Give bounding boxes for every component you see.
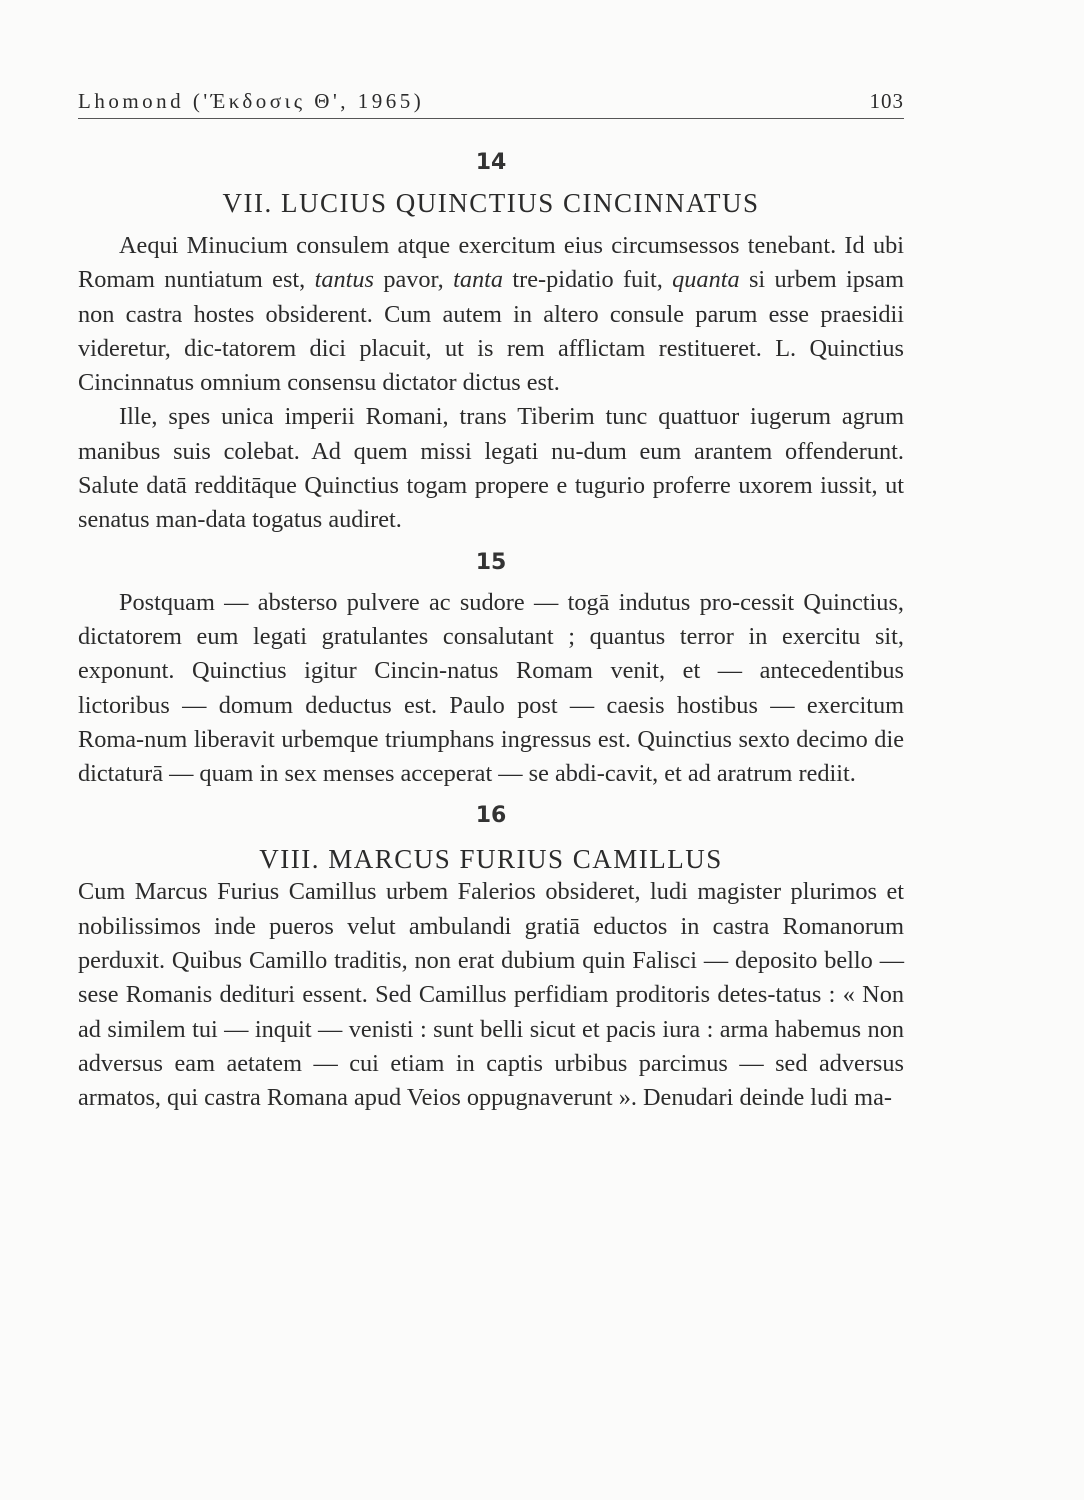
book-page — [78, 80, 904, 1116]
paragraph-15-1-text: Postquam — absterso pulvere ac sudore — togā indutus pro-cessit Quinctius, dictatorem eum legati gratulantes consalutant ; quantus terror in exercitu sit, exponunt. Quinctius igitur Cincin-natus Romam venit, et — antecedentibus lictoribus — domum deductus est. Paulo post — caesis hostibus — exercitum Roma-num liberavit urbemque triumphans ingressus est. Quinctius sexto decimo die dictaturā — quam in sex menses acceperat — se abdi-cavit, et ad aratrum rediit. — [78, 588, 904, 788]
chapter-title-viii: VIII. MARCUS FURIUS CAMILLUS — [259, 844, 723, 875]
paragraph-15-1 — [78, 586, 904, 792]
running-header — [78, 80, 904, 119]
section-number-14: 14 — [475, 150, 507, 175]
running-header-title: Lhomond ('Έκδοσις Θ', 1965) — [78, 89, 425, 113]
paragraph-14-1-part-b: pavor, — [373, 266, 454, 294]
italic-word-tanta: tanta — [453, 266, 504, 294]
paragraph-14-1-part-a: Aequi Minucium consulem atque exercitum eius circumsessos tenebant. Id ubi Romam nuntiatum est, — [78, 232, 904, 294]
paragraph-14-1-part-c: tre-pidatio fuit, — [503, 266, 673, 294]
paragraph-14-2 — [78, 400, 904, 537]
section-number-16: 16 — [475, 803, 507, 829]
paragraph-16-1 — [78, 875, 904, 1115]
italic-word-tantus: tantus — [314, 266, 374, 294]
paragraph-14-1-part-d: si urbem ipsam non castra hostes obsiderent. Cum autem in altero consule parum esse praesidii videretur, dic-tatorem dici placuit, ut is rem afflictam restitueret. L. Quinctius Cincinnatus omnium consensu dictator dictus est. — [78, 266, 904, 397]
italic-word-quanta: quanta — [672, 266, 740, 294]
paragraph-14-1 — [78, 229, 904, 400]
paragraph-14-2-text: Ille, spes unica imperii Romani, trans Tiberim tunc quattuor iugerum agrum manibus suis colebat. Ad quem missi legati nu-dum eum arantem offenderunt. Salute datā redditāque Quinctius togam propere e tugurio proferre uxorem iussit, ut senatus man-data togatus audiret. — [78, 403, 904, 534]
section-number-15: 15 — [475, 549, 507, 575]
paragraph-16-1-text: Cum Marcus Furius Camillus urbem Falerios obsideret, ludi magister plurimos et nobilissimos inde pueros velut ambulandi gratiā eductos in castra Romanorum perduxit. Quibus Camillo traditis, non erat dubium quin Falisci — deposito bello — sese Romanis dedituri essent. Sed Camillus perfidiam proditoris detes-tatus : « Non ad similem tui — inquit — venisti : sunt belli sicut et pacis iura : arma habemus non adversus eam aetatem — cui etiam in captis urbibus parcimus — sed adversus armatos, qui castra Romana apud Veios oppugnaverunt ». Denudari deinde ludi ma- — [78, 878, 904, 1112]
page-number: 103 — [869, 89, 904, 113]
chapter-title-vii: VII. LUCIUS QUINCTIUS CINCINNATUS — [222, 188, 760, 218]
